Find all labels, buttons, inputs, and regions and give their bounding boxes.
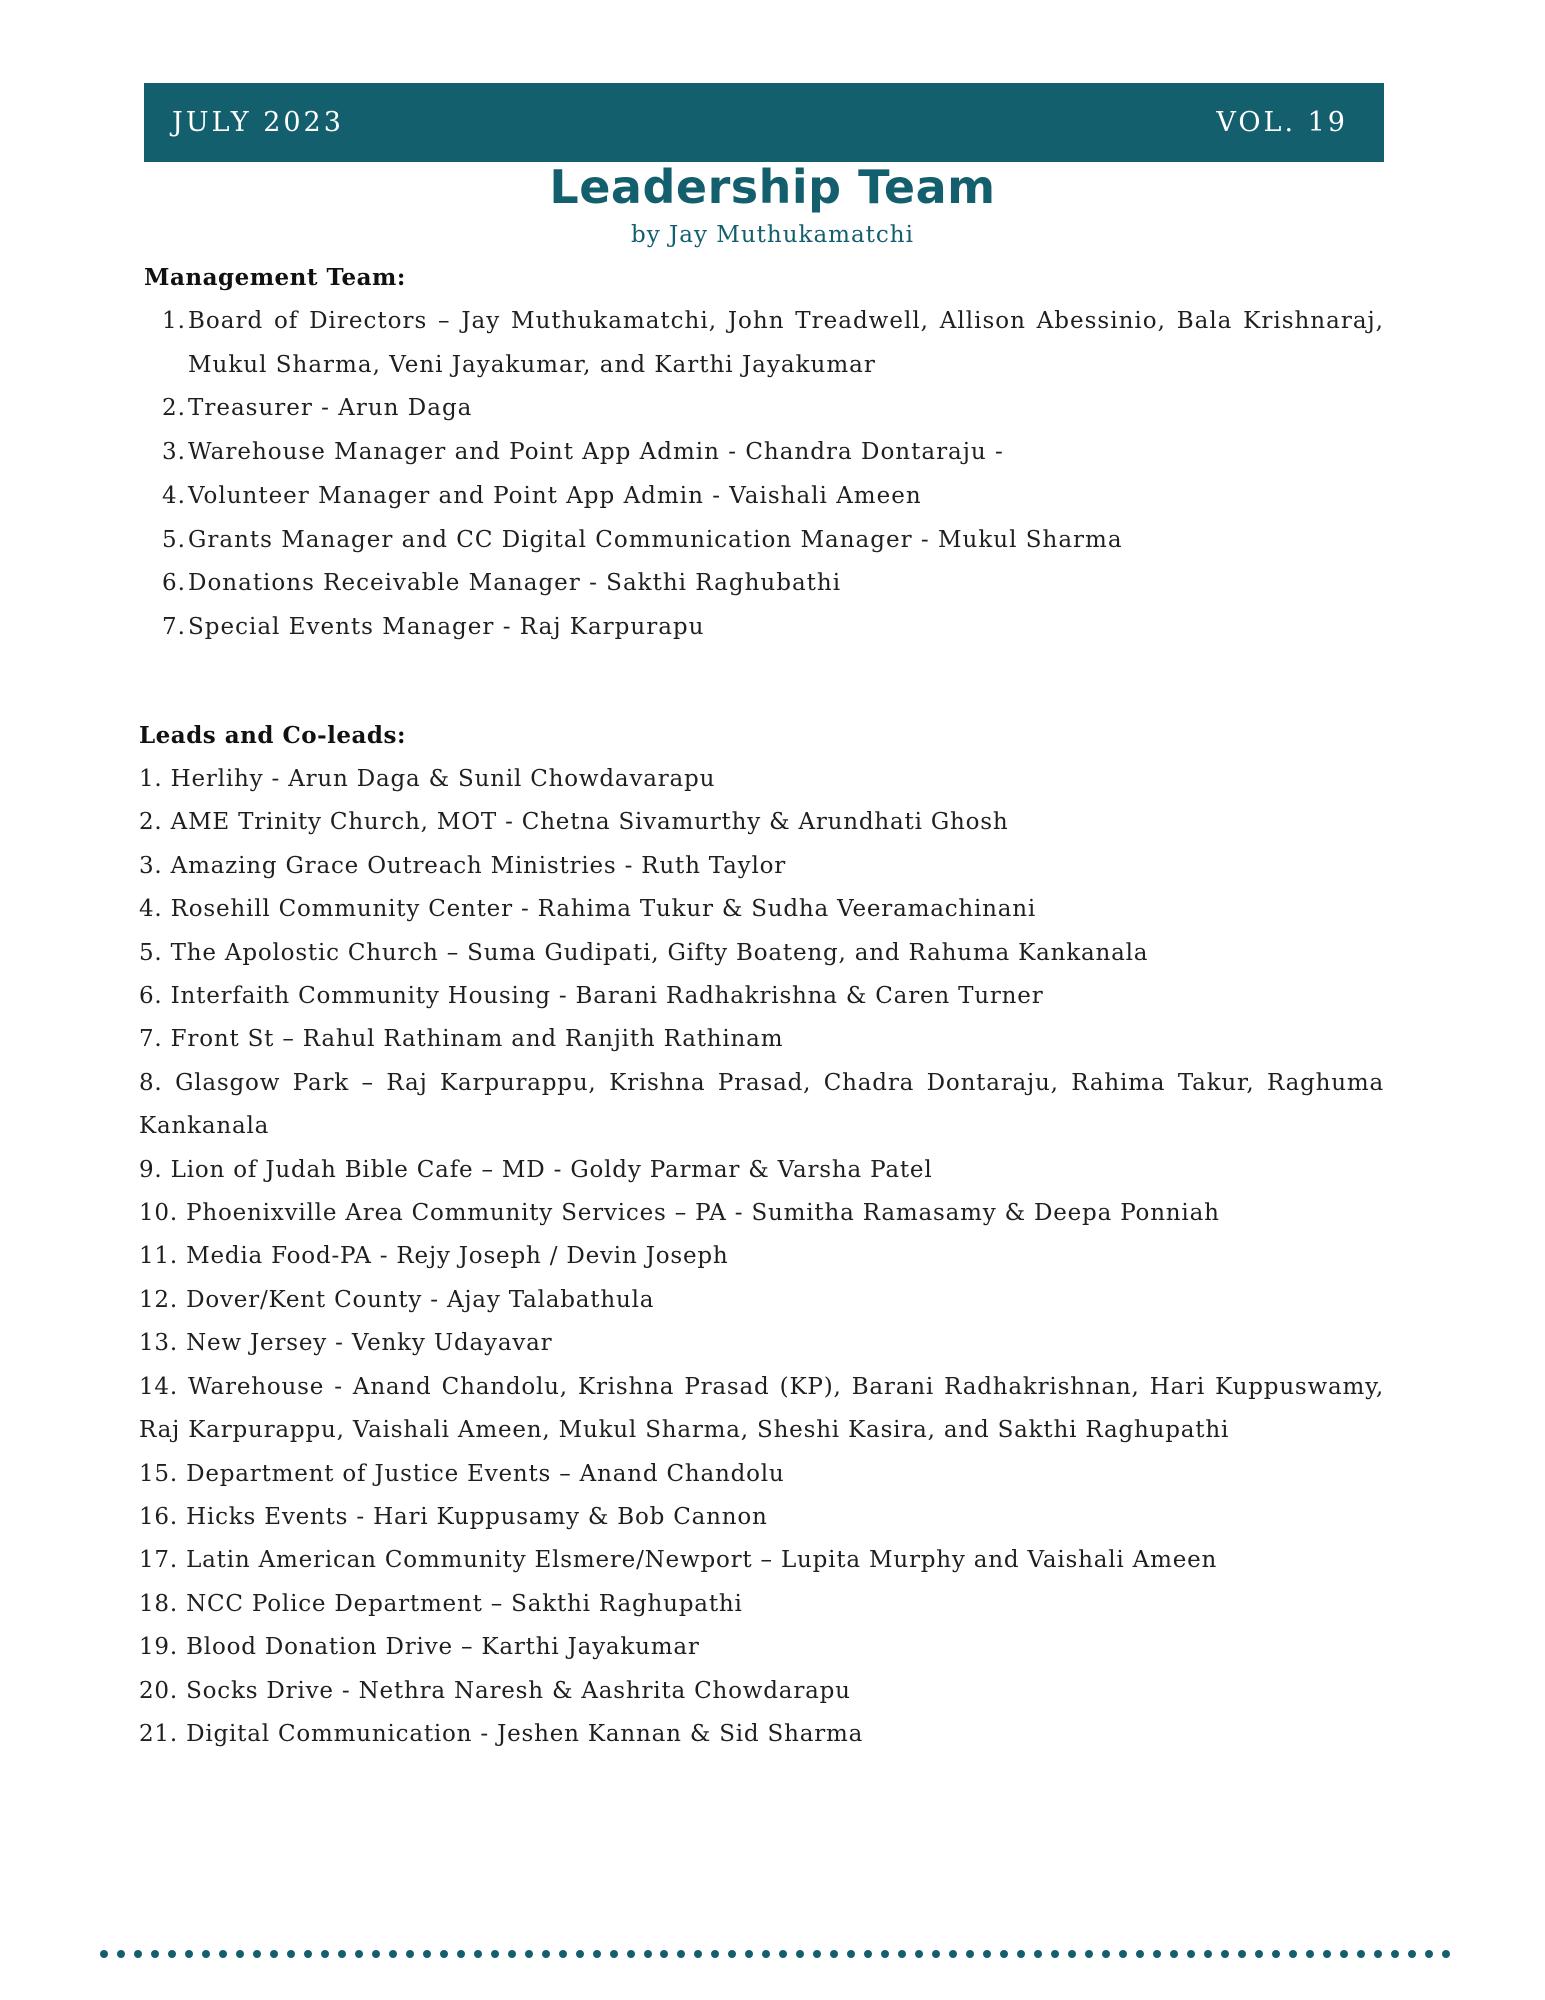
divider-dot — [1255, 1950, 1263, 1958]
divider-dot — [677, 1950, 685, 1958]
divider-dot — [983, 1950, 991, 1958]
divider-dot — [1017, 1950, 1025, 1958]
divider-dot — [559, 1950, 567, 1958]
divider-dot — [932, 1950, 940, 1958]
divider-dot — [830, 1950, 838, 1958]
divider-dot — [508, 1950, 516, 1958]
list-item — [144, 431, 1384, 475]
list-item: 12. Dover/Kent County - Ajay Talabathula — [139, 1286, 655, 1313]
divider-dot — [694, 1950, 702, 1958]
divider-dot — [813, 1950, 821, 1958]
divider-dot — [1051, 1950, 1059, 1958]
list-item — [144, 606, 1384, 650]
divider-dot — [1391, 1950, 1399, 1958]
divider-dot — [915, 1950, 923, 1958]
list-item: 11. Media Food-PA - Rejy Joseph / Devin Joseph — [139, 1243, 729, 1270]
divider-dot — [1204, 1950, 1212, 1958]
list-item — [144, 475, 1384, 519]
divider-dot — [1374, 1950, 1382, 1958]
divider-dot — [644, 1950, 652, 1958]
divider-dot — [627, 1950, 635, 1958]
divider-dot — [491, 1950, 499, 1958]
list-item: 3. Amazing Grace Outreach Ministries - Ruth Taylor — [139, 852, 787, 879]
divider-dot — [576, 1950, 584, 1958]
list-item: 16. Hicks Events - Hari Kuppusamy & Bob Cannon — [139, 1503, 768, 1530]
divider-dot — [389, 1950, 397, 1958]
divider-dot — [338, 1950, 346, 1958]
list-item-text: Volunteer Manager and Point App Admin - Vaishali Ameen — [188, 482, 922, 509]
list-item: 14. Warehouse - Anand Chandolu, Krishna Prasad (KP), Barani Radhakrishnan, Hari Kuppuswamy, Raj Karpurappu, Vaishali Ameen, Mukul Sharma, Sheshi Kasira, and Sakthi Raghupathi — [139, 1373, 1384, 1444]
leads-list — [139, 758, 1384, 1756]
divider-dot — [610, 1950, 618, 1958]
list-item — [144, 562, 1384, 606]
divider-dot — [1187, 1950, 1195, 1958]
divider-dot — [1425, 1950, 1433, 1958]
divider-dot — [321, 1950, 329, 1958]
divider-dot — [1085, 1950, 1093, 1958]
divider-dot — [185, 1950, 193, 1958]
header-banner — [144, 83, 1384, 162]
divider-dot — [134, 1950, 142, 1958]
author-byline: by Jay Muthukamatchi — [631, 222, 914, 248]
list-item — [144, 300, 1384, 387]
issue-date: JULY 2023 — [172, 107, 344, 138]
list-item: 2. AME Trinity Church, MOT - Chetna Sivamurthy & Arundhati Ghosh — [139, 809, 1009, 836]
divider-dot — [864, 1950, 872, 1958]
list-item: 17. Latin American Community Elsmere/Newport – Lupita Murphy and Vaishali Ameen — [139, 1547, 1218, 1574]
divider-dot — [372, 1950, 380, 1958]
dotted-divider — [100, 1950, 1450, 1962]
list-number: 3. — [162, 439, 186, 466]
divider-dot — [1238, 1950, 1246, 1958]
divider-dot — [355, 1950, 363, 1958]
list-item: 21. Digital Communication - Jeshen Kannan & Sid Sharma — [139, 1720, 864, 1747]
divider-dot — [406, 1950, 414, 1958]
divider-dot — [440, 1950, 448, 1958]
divider-dot — [457, 1950, 465, 1958]
divider-dot — [1119, 1950, 1127, 1958]
divider-dot — [1272, 1950, 1280, 1958]
divider-dot — [270, 1950, 278, 1958]
divider-dot — [542, 1950, 550, 1958]
volume-number: VOL. 19 — [1216, 107, 1348, 138]
divider-dot — [898, 1950, 906, 1958]
list-item-text: Treasurer - Arun Daga — [188, 395, 473, 422]
list-item: 8. Glasgow Park – Raj Karpurappu, Krishna Prasad, Chadra Dontaraju, Rahima Takur, Raghuma Kankanala — [139, 1069, 1384, 1140]
divider-dot — [796, 1950, 804, 1958]
divider-dot — [1442, 1950, 1450, 1958]
divider-dot — [304, 1950, 312, 1958]
list-item: 19. Blood Donation Drive – Karthi Jayakumar — [139, 1634, 700, 1661]
divider-dot — [202, 1950, 210, 1958]
list-item-text: Special Events Manager - Raj Karpurapu — [188, 613, 705, 640]
divider-dot — [525, 1950, 533, 1958]
divider-dot — [236, 1950, 244, 1958]
list-item: 9. Lion of Judah Bible Cafe – MD - Goldy Parmar & Varsha Patel — [139, 1156, 933, 1183]
divider-dot — [1170, 1950, 1178, 1958]
list-item: 15. Department of Justice Events – Anand Chandolu — [139, 1460, 785, 1487]
divider-dot — [762, 1950, 770, 1958]
list-item-text: Grants Manager and CC Digital Communication Manager - Mukul Sharma — [188, 526, 1123, 553]
divider-dot — [1340, 1950, 1348, 1958]
list-item: 5. The Apolostic Church – Suma Gudipati, Gifty Boateng, and Rahuma Kankanala — [139, 939, 1149, 966]
divider-dot — [1289, 1950, 1297, 1958]
divider-dot — [949, 1950, 957, 1958]
divider-dot — [966, 1950, 974, 1958]
divider-dot — [847, 1950, 855, 1958]
list-item: 13. New Jersey - Venky Udayavar — [139, 1330, 553, 1357]
divider-dot — [1306, 1950, 1314, 1958]
divider-dot — [1323, 1950, 1331, 1958]
list-item-text: Warehouse Manager and Point App Admin - Chandra Dontaraju - — [188, 439, 1004, 466]
divider-dot — [100, 1950, 108, 1958]
list-number: 5. — [162, 526, 186, 553]
list-item-text: Donations Receivable Manager - Sakthi Raghubathi — [188, 570, 842, 597]
list-item — [144, 519, 1384, 563]
divider-dot — [1221, 1950, 1229, 1958]
management-team-list — [144, 300, 1384, 650]
list-item: 1. Herlihy - Arun Daga & Sunil Chowdavarapu — [139, 766, 716, 792]
list-item-text: Board of Directors – Jay Muthukamatchi, John Treadwell, Allison Abessinio, Bala Krishnaraj, Mukul Sharma, Veni Jayakumar, and Karthi Jayakumar — [188, 308, 1384, 378]
divider-dot — [1102, 1950, 1110, 1958]
divider-dot — [660, 1950, 668, 1958]
divider-dot — [593, 1950, 601, 1958]
management-team-heading: Management Team: — [144, 264, 406, 291]
divider-dot — [779, 1950, 787, 1958]
divider-dot — [728, 1950, 736, 1958]
list-item: 4. Rosehill Community Center - Rahima Tukur & Sudha Veeramachinani — [139, 896, 1037, 923]
divider-dot — [711, 1950, 719, 1958]
list-item: 18. NCC Police Department – Sakthi Raghupathi — [139, 1590, 743, 1617]
divider-dot — [1153, 1950, 1161, 1958]
divider-dot — [745, 1950, 753, 1958]
divider-dot — [117, 1950, 125, 1958]
leads-heading: Leads and Co-leads: — [139, 722, 406, 749]
list-number: 4. — [162, 482, 186, 509]
divider-dot — [1357, 1950, 1365, 1958]
list-item: 7. Front St – Rahul Rathinam and Ranjith Rathinam — [139, 1026, 784, 1053]
divider-dot — [287, 1950, 295, 1958]
list-item: 6. Interfaith Community Housing - Barani Radhakrishna & Caren Turner — [139, 983, 1044, 1010]
list-number: 2. — [162, 395, 186, 422]
list-number: 1. — [162, 308, 186, 334]
page-title: Leadership Team — [549, 160, 996, 214]
list-item: 20. Socks Drive - Nethra Naresh & Aashrita Chowdarapu — [139, 1677, 851, 1704]
divider-dot — [1408, 1950, 1416, 1958]
list-number: 6. — [162, 570, 186, 597]
divider-dot — [1034, 1950, 1042, 1958]
divider-dot — [1000, 1950, 1008, 1958]
list-number: 7. — [162, 613, 186, 640]
divider-dot — [168, 1950, 176, 1958]
divider-dot — [151, 1950, 159, 1958]
divider-dot — [423, 1950, 431, 1958]
list-item: 10. Phoenixville Area Community Services – PA - Sumitha Ramasamy & Deepa Ponniah — [139, 1200, 1220, 1227]
divider-dot — [474, 1950, 482, 1958]
divider-dot — [1068, 1950, 1076, 1958]
divider-dot — [219, 1950, 227, 1958]
divider-dot — [1136, 1950, 1144, 1958]
divider-dot — [253, 1950, 261, 1958]
list-item — [144, 387, 1384, 431]
divider-dot — [881, 1950, 889, 1958]
